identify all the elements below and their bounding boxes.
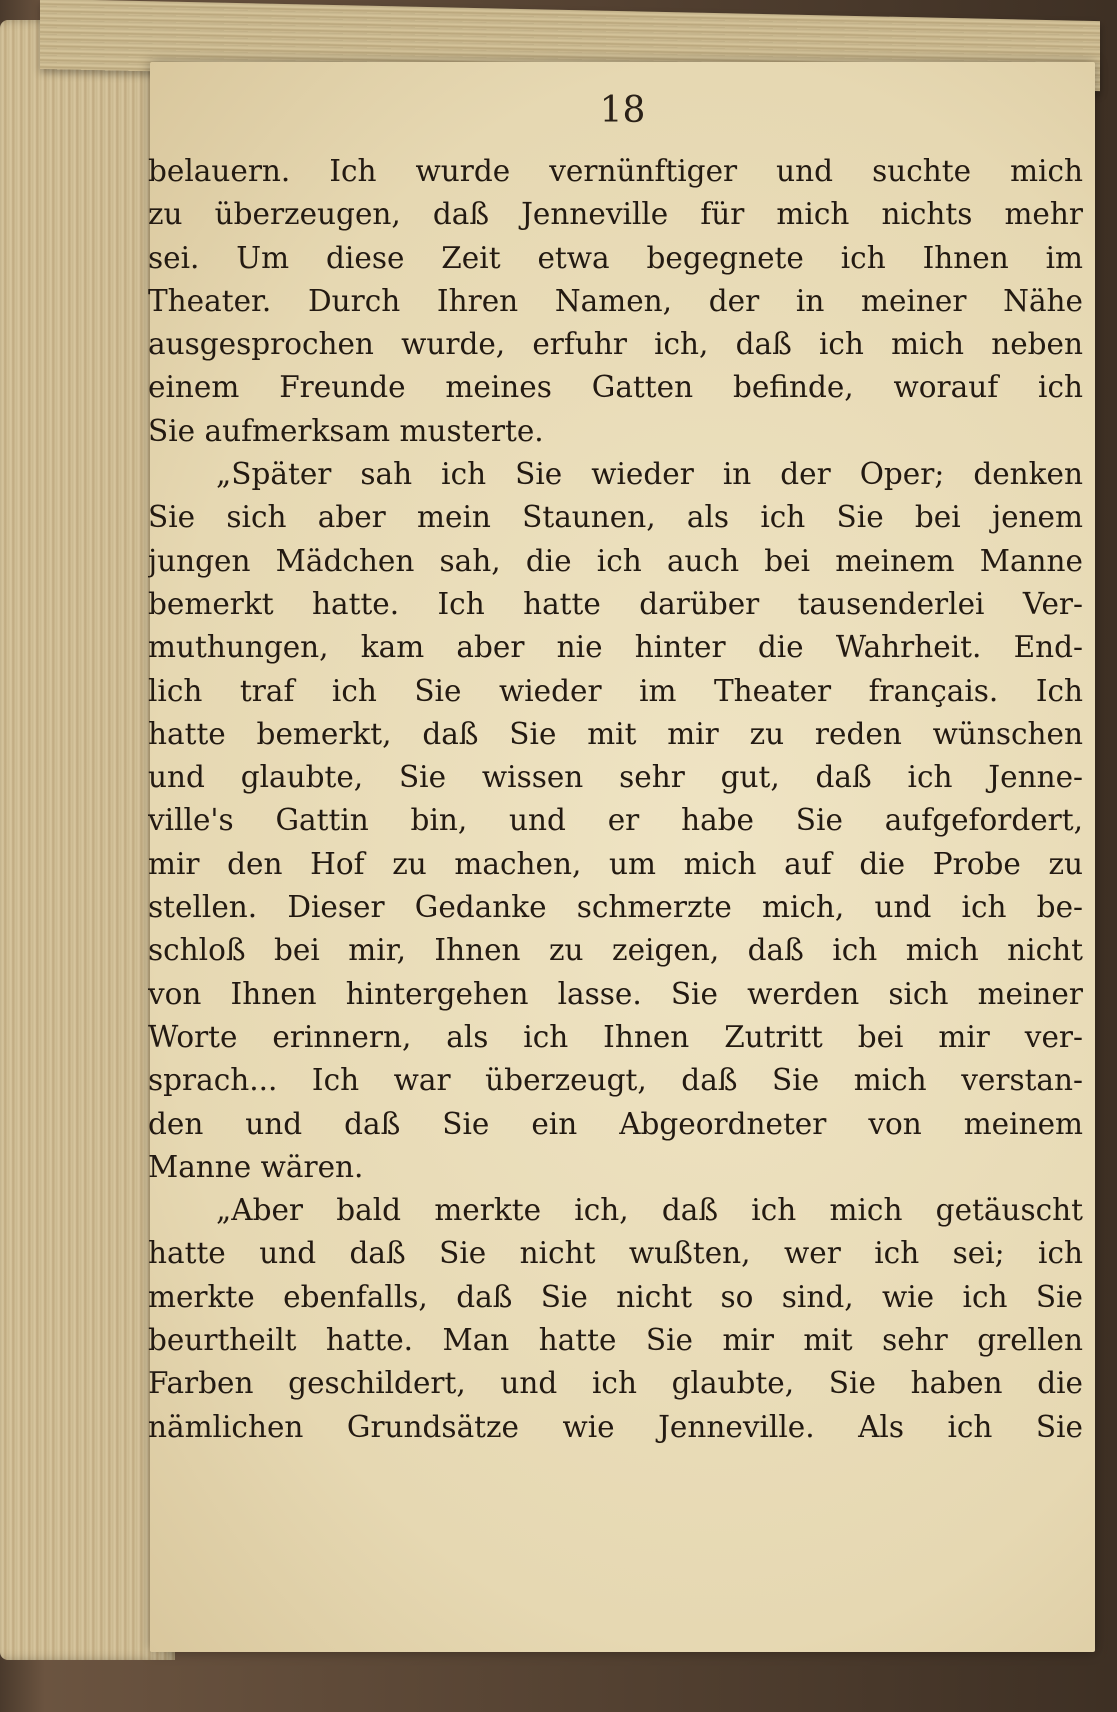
text-line: beurtheilt hatte. Man hatte Sie mir mit sehr grellen [148, 1323, 1083, 1358]
text-line: Sie sich aber mein Staunen, als ich Sie bei jenem [148, 500, 1083, 535]
text-line: ville's Gattin bin, und er habe Sie aufgefordert, [148, 803, 1083, 838]
text-line: einem Freunde meines Gatten befinde, worauf ich [148, 370, 1083, 405]
text-line: Farben geschildert, und ich glaubte, Sie haben die [148, 1366, 1083, 1401]
text-line: Sie aufmerksam musterte. [148, 413, 544, 448]
text-line: hatte und daß Sie nicht wußten, wer ich sei; ich [148, 1236, 1083, 1271]
text-line: Manne wären. [148, 1149, 364, 1184]
text-line: „Aber bald merkte ich, daß ich mich getäuscht [216, 1193, 1083, 1228]
text-line: lich traf ich Sie wieder im Theater français. Ich [148, 673, 1083, 708]
text-line: muthungen, kam aber nie hinter die Wahrheit. End- [148, 630, 1083, 665]
text-line: ausgesprochen wurde, erfuhr ich, daß ich mich neben [148, 327, 1083, 362]
text-line: „Später sah ich Sie wieder in der Oper; denken [216, 457, 1083, 492]
text-line: Theater. Durch Ihren Namen, der in meiner Nähe [148, 283, 1083, 318]
text-line: stellen. Dieser Gedanke schmerzte mich, und ich be- [148, 890, 1083, 925]
text-line: zu überzeugen, daß Jenneville für mich nichts mehr [148, 197, 1083, 232]
text-line: sei. Um diese Zeit etwa begegnete ich Ihnen im [148, 240, 1083, 275]
text-line: bemerkt hatte. Ich hatte darüber tausenderlei Ver- [148, 586, 1083, 621]
text-line: Worte erinnern, als ich Ihnen Zutritt bei mir ver- [148, 1019, 1083, 1054]
text-line: sprach... Ich war überzeugt, daß Sie mich verstan- [148, 1063, 1083, 1098]
text-line: hatte bemerkt, daß Sie mit mir zu reden wünschen [148, 716, 1083, 751]
text-line: belauern. Ich wurde vernünftiger und suchte mich [148, 154, 1083, 188]
page-body-text [148, 150, 1083, 1449]
text-line: merkte ebenfalls, daß Sie nicht so sind, wie ich Sie [148, 1279, 1083, 1314]
text-line: von Ihnen hintergehen lasse. Sie werden sich meiner [148, 976, 1083, 1011]
text-line: den und daß Sie ein Abgeordneter von meinem [148, 1106, 1083, 1141]
text-line: und glaubte, Sie wissen sehr gut, daß ich Jenne- [148, 760, 1083, 795]
text-line: schloß bei mir, Ihnen zu zeigen, daß ich mich nicht [148, 933, 1083, 968]
text-line: jungen Mädchen sah, die ich auch bei meinem Manne [148, 543, 1083, 578]
text-line: nämlichen Grundsätze wie Jenneville. Als ich Sie [148, 1409, 1083, 1444]
text-line: mir den Hof zu machen, um mich auf die Probe zu [148, 846, 1083, 881]
page-number: 18 [599, 90, 646, 131]
